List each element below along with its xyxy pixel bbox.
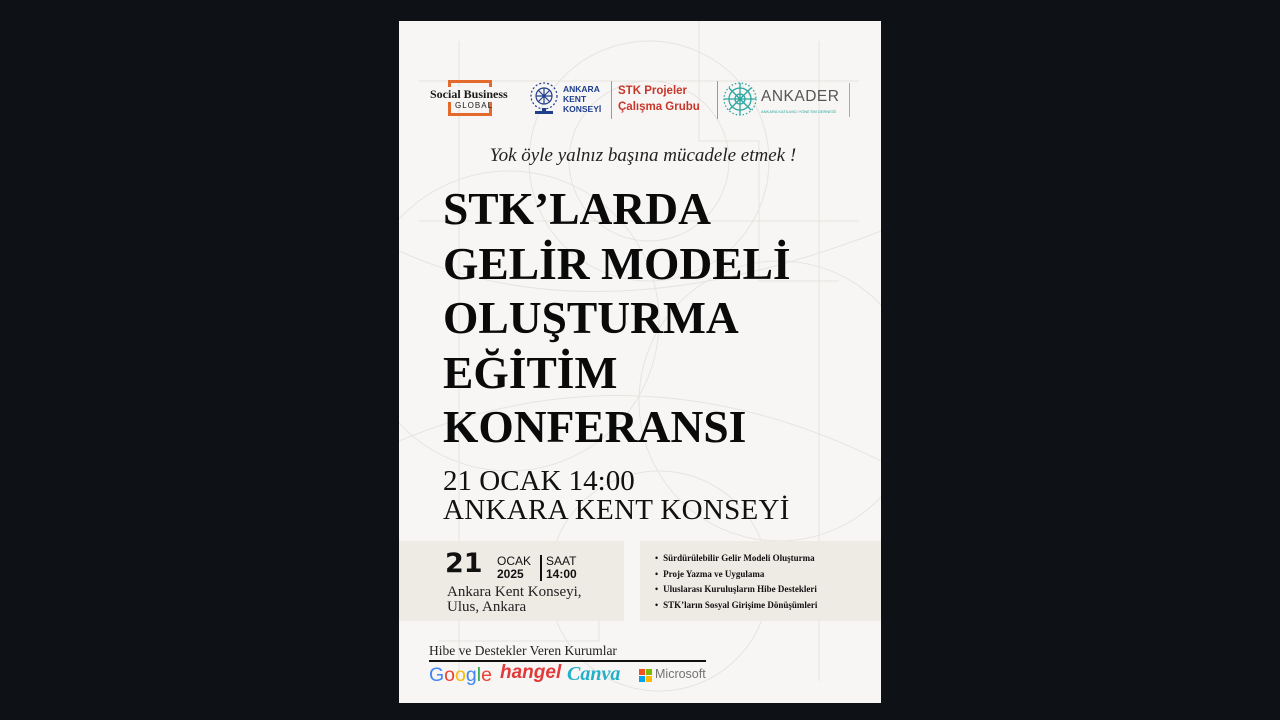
microsoft-logo [639,667,719,685]
ms-square [639,676,645,682]
event-venue: ANKARA KENT KONSEYİ [443,494,790,526]
time-label: SAAT [546,554,577,568]
ankader-name: ANKADER [761,88,840,105]
sponsors-label: Hibe ve Destekler Veren Kurumlar [429,643,617,658]
conference-title [443,182,791,455]
stk-line: Çalışma Grubu [618,101,700,113]
event-address [447,585,582,615]
logo-divider [717,81,718,119]
sbg-logo-bottom: GLOBAL [455,101,494,110]
logo-divider [849,83,850,117]
event-poster [399,21,881,703]
ms-square [639,669,645,675]
sponsors-underline [429,660,706,662]
topic-item: • Sürdürülebilir Gelir Modeli Oluşturma [655,551,817,567]
google-letter: e [481,664,492,686]
ankader-logo [721,80,851,120]
address-line: Ulus, Ankara [447,599,527,615]
title-line: EĞİTİM [443,346,618,398]
title-line: STK’LARDA [443,183,711,234]
google-letter: g [465,664,477,686]
title-line: KONFERANSI [443,401,747,452]
ankara-kent-konseyi-text [563,84,601,114]
event-year: 2025 [497,567,524,581]
ankara-kent-konseyi-logo [527,80,607,120]
akk-line: KENT [563,94,587,104]
tagline: Yok öyle yalnız başına mücadele etmek ! [489,145,797,166]
hangel-logo: hangel [500,662,562,683]
topic-list [655,551,817,613]
akk-line: KONSEYİ [563,104,602,114]
social-business-global-logo [429,79,519,121]
ankader-emblem-icon [721,80,759,118]
google-logo [429,664,492,687]
akk-line: ANKARA [563,84,600,94]
event-day: 21 [445,548,483,579]
google-letter: G [429,664,445,686]
sponsor-logos [429,664,729,694]
event-time: 14:00 [546,567,577,581]
partner-logos [399,79,881,121]
stk-projeler-logo [618,83,700,115]
sbg-logo-top: Social Business [429,87,519,102]
address-line: Ankara Kent Konseyi, [447,584,582,600]
ankara-kent-konseyi-emblem-icon [527,80,561,118]
google-letter: o [444,664,456,686]
title-line: OLUŞTURMA [443,292,739,343]
google-letter: l [476,664,482,686]
ms-square [646,669,652,675]
topic-item: • Uluslarası Kuruluşların Hibe Destekleri [655,582,817,598]
ms-square [646,676,652,682]
event-date-time: 21 OCAK 14:00 [443,465,635,497]
date-time-separator [540,555,542,581]
logo-divider [611,81,612,119]
stk-line: STK Projeler [618,85,688,97]
topic-item: • Proje Yazma ve Uygulama [655,567,817,583]
microsoft-windows-icon [639,669,652,682]
event-month: OCAK [497,554,532,568]
details-band [399,541,881,621]
google-letter: o [455,664,466,686]
band-divider [624,541,640,621]
canva-logo: Canva [567,663,621,685]
title-line: GELİR MODELİ [443,237,791,289]
topic-item: • STK’ların Sosyal Girişime Dönüşümleri [655,598,817,614]
microsoft-name: Microsoft [655,667,706,681]
ankader-subtitle: ANKARA KATILIMCI YÖNETİM DERNEĞİ [761,109,837,114]
